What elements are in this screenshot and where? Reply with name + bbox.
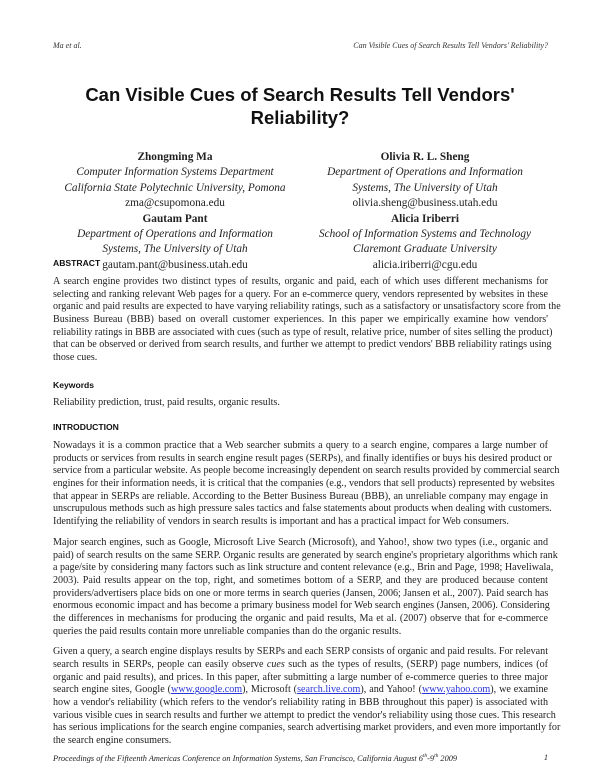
authors-right — [300, 150, 550, 273]
footer-citation: Proceedings of the Fifteenth Americas Conference on Information Systems, San Francisco, California August 6 — [53, 753, 423, 763]
keywords-heading: Keywords — [53, 380, 95, 390]
footer-citation-mid: -9 — [427, 753, 435, 763]
text-line: unscrupulous methods such as high pressure sales tactics and false statements about products when dealing with customers. — [53, 503, 552, 515]
text-line: those cues. — [53, 352, 98, 364]
text-segment: ), we examine — [490, 684, 548, 696]
text-segment: such as the types of results, (SERP) page numbers, indices (of — [284, 659, 548, 670]
text-line: has serious implications for the search engine companies, search advertising market providers, and even more importantly for — [53, 722, 561, 734]
abstract-body — [53, 276, 561, 365]
text-line: Major search engines, such as Google, Microsoft Live Search (Microsoft), and Yahoo!, show two types (i.e., organic and — [53, 536, 548, 548]
title-line: Reliability? — [250, 107, 350, 128]
author-name: Alicia Iriberri — [390, 212, 460, 225]
author-name: Olivia R. L. Sheng — [380, 151, 470, 163]
text-line: organic and paid results are expected to have varying reliability ratings, such as a satisfactory or unsatisfactory score from the — [53, 301, 561, 313]
title-line: Can Visible Cues of Search Results Tell Vendors' — [85, 84, 515, 105]
keywords-section — [53, 380, 548, 410]
text-line: paid) of search results on the same SERP. Organic results are generated by search engine's proprietary algorithms which rank — [53, 549, 558, 561]
authors-left — [50, 150, 300, 273]
text-line: queries the paid results contain more unreliable companies than do the organic results. — [53, 625, 402, 637]
abstract-heading: ABSTRACT — [53, 258, 101, 268]
text-line: 2003). Paid results appear on the top, right, and sometimes bottom of a SERP, and they are produced because content — [53, 574, 548, 586]
running-header-title: Can Visible Cues of Search Results Tell Vendors' Reliability? — [353, 41, 548, 50]
author-email: olivia.sheng@business.utah.edu — [352, 197, 498, 210]
author-affiliation: Claremont Graduate University — [353, 243, 497, 256]
text-line: Business Bureau (BBB) based on overall customer experiences. In this paper we empirically examine how vendors' — [53, 314, 548, 326]
running-header-authors: Ma et al. — [53, 41, 82, 50]
footer-sup: th — [422, 753, 428, 759]
text-line: organic and paid results), and prices. In this paper, after submitting a large number of e-commerce queries to three major — [53, 671, 548, 683]
text-line: products or services from results in search engine result pages (SERPs), and finally identifies or buys his desired product or — [53, 452, 552, 464]
page-footer — [53, 753, 548, 763]
text-line: A search engine provides two distinct types of results, organic and paid, each of which uses different mechanisms for — [53, 276, 548, 287]
text-line — [53, 659, 548, 672]
text-line: providers/advertisers place bids on one or more terms in search queries (Jansen, 2006; Jansen et al., 2007). Paid search has — [53, 587, 549, 599]
author-affiliation: Department of Operations and Information — [77, 228, 273, 241]
text-line: enormous economic impact and has become a primary business model for Web search engines (Jansen, 2006). Considering — [53, 600, 550, 612]
author-email: gautam.pant@business.utah.edu — [102, 258, 248, 271]
author-email: zma@csupomona.edu — [125, 197, 225, 210]
text-line: reliability ratings in BBB are associated with cues (such as type of result, relative price, number of sites selling the product) — [53, 326, 553, 338]
author-email: alicia.iriberri@cgu.edu — [372, 258, 478, 271]
author-name: Gautam Pant — [142, 212, 208, 225]
author-affiliation: Systems, The University of Utah — [102, 243, 248, 256]
text-line: Reliability prediction, trust, paid results, organic results. — [53, 397, 280, 408]
text-line: that can be observed or derived from search results, and further we attempt to predict vendors' BBB reliability ratings using — [53, 339, 552, 351]
text-line: how a vendor's reliability (which refers to the vendor's reliability rating in BBB throughout this paper) is associated with — [53, 697, 548, 709]
author-affiliation: Computer Information Systems Department — [76, 166, 274, 179]
url-link[interactable]: www.yahoo.com — [421, 684, 491, 696]
text-segment: search engine sites, Google ( — [53, 684, 171, 696]
page-number: 1 — [543, 753, 548, 762]
paper-title — [0, 83, 600, 129]
text-segment: ), Microsoft ( — [242, 684, 298, 696]
keywords-body — [53, 397, 548, 410]
author-affiliation: California State Polytechnic University, Pomona — [64, 181, 286, 194]
author-name: Zhongming Ma — [137, 151, 213, 163]
text-segment: ), and Yahoo! ( — [360, 684, 422, 696]
text-line: Given a query, a search engine displays results by SERPs and each SERP consists of organic and paid results. For relevant — [53, 646, 548, 658]
text-line: Nowadays it is a common practice that a Web searcher submits a query to a search engine, compares a large number of — [53, 440, 548, 451]
text-line: the search engine consumers. — [53, 735, 172, 747]
text-line: various visible cues in search results and further we attempt to predict the vendor's reliability using those cues. This research — [53, 709, 556, 721]
text-line: the differences in mechanisms for producing the organic and paid results, Ma et al. (2007) observe that for e-commerce — [53, 612, 548, 624]
intro-paragraph — [53, 646, 561, 748]
text-line: Identifying the reliability of vendors in search results is important and has a practical impact for Web consumers. — [53, 516, 509, 528]
text-line: selecting and ranking relevant Web pages for a query. For an e-commerce query, vendors represented by websites in these — [53, 288, 548, 300]
text-line — [53, 684, 548, 697]
text-line: that appear in SERPs are reliable. According to the Better Business Bureau (BBB), an unreliable company may engage in — [53, 490, 548, 502]
text-segment: search results in SERPs, people can easily observe — [53, 659, 267, 670]
introduction-section — [53, 422, 561, 748]
text-line: a page/site by considering many factors such as link structure and content relevance (e.g., Brin and Page, 1998; Haveliwala, — [53, 562, 554, 574]
intro-paragraph — [53, 536, 558, 639]
text-line: engines for their information needs, it is critical that the companies (e.g., vendors that sell products) represented by websites — [53, 478, 555, 490]
footer-year: 2009 — [438, 753, 458, 763]
author-affiliation: Systems, The University of Utah — [352, 181, 498, 194]
introduction-heading: INTRODUCTION — [53, 422, 119, 432]
text-line: service from a particular website. As people become increasingly dependent on search results provided by commercial search — [53, 465, 560, 477]
author-affiliation: Department of Operations and Information — [327, 166, 523, 179]
author-affiliation: School of Information Systems and Technology — [318, 228, 531, 241]
url-link[interactable]: www.google.com — [171, 684, 243, 696]
text-segment: cues — [266, 659, 285, 670]
footer-sup: th — [434, 753, 439, 759]
url-link[interactable]: search.live.com — [297, 684, 361, 696]
abstract-section — [53, 258, 561, 365]
intro-paragraph — [53, 440, 560, 529]
